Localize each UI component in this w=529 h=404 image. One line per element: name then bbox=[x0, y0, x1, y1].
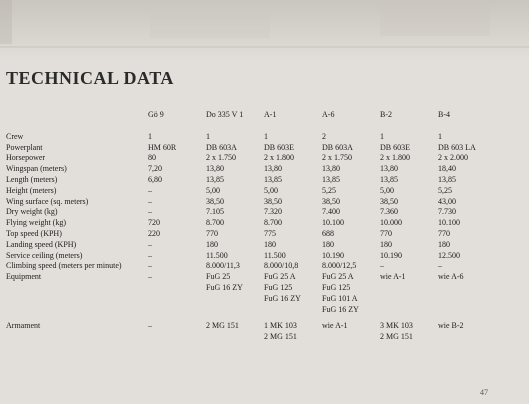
table-cell: 180 bbox=[438, 239, 450, 249]
table-cell: wie B-2 bbox=[438, 321, 464, 331]
table-cell: 38,50 bbox=[380, 196, 398, 206]
table-cell: 13,80 bbox=[264, 164, 282, 174]
column-header: A-1 bbox=[264, 110, 277, 119]
table-cell: 775 bbox=[264, 228, 276, 238]
table-cell: 770 bbox=[206, 228, 218, 238]
table-row bbox=[6, 261, 493, 272]
table-cell: 720 bbox=[148, 218, 160, 228]
table-cell: 2 x 2.000 bbox=[438, 153, 468, 163]
table-cell: FuG 125 bbox=[322, 282, 351, 292]
table-cell: 11.500 bbox=[206, 250, 228, 260]
table-cell: 43,00 bbox=[438, 196, 456, 206]
table-cell: FuG 25 bbox=[206, 272, 231, 282]
table-cell: 5,25 bbox=[438, 185, 452, 195]
table-cell: DB 603 LA bbox=[438, 142, 476, 152]
row-label: Height (meters) bbox=[6, 185, 57, 195]
table-cell: 7.730 bbox=[438, 207, 456, 217]
table-cell: wie A-1 bbox=[322, 321, 348, 331]
table-cell: 5,00 bbox=[206, 185, 220, 195]
table-cell: DB 603A bbox=[206, 142, 237, 152]
table-cell: 12.500 bbox=[438, 250, 460, 260]
table-cell: 770 bbox=[380, 228, 392, 238]
table-cell: 6,80 bbox=[148, 174, 162, 184]
table-cell: FuG 101 A bbox=[322, 293, 358, 303]
table-cell: – bbox=[148, 207, 152, 217]
table-cell: 13,85 bbox=[438, 174, 456, 184]
table-cell: 13,80 bbox=[206, 164, 224, 174]
column-header: Gö 9 bbox=[148, 110, 164, 119]
table-cell: FuG 25 A bbox=[322, 272, 354, 282]
table-cell: wie A-1 bbox=[380, 272, 406, 282]
table-cell: 2 x 1.750 bbox=[206, 153, 236, 163]
table-row bbox=[6, 218, 493, 229]
table-cell: wie A-6 bbox=[438, 272, 464, 282]
table-cell: 8.700 bbox=[206, 218, 224, 228]
table-row bbox=[6, 197, 493, 208]
header-spacer bbox=[6, 110, 148, 121]
table-cell: 7.400 bbox=[322, 207, 340, 217]
armament-row bbox=[6, 321, 493, 332]
table-row bbox=[6, 207, 493, 218]
row-label: Flying weight (kg) bbox=[6, 218, 66, 228]
table-row bbox=[6, 153, 493, 164]
table-cell: 220 bbox=[148, 228, 160, 238]
table-cell: 5,00 bbox=[264, 185, 278, 195]
table-cell: FuG 125 bbox=[264, 282, 293, 292]
table-cell: 7.360 bbox=[380, 207, 398, 217]
table-cell: 5,25 bbox=[322, 185, 336, 195]
page-number: 47 bbox=[480, 388, 488, 397]
table-row bbox=[6, 175, 493, 186]
table-cell: 13,80 bbox=[322, 164, 340, 174]
equipment-row bbox=[6, 305, 493, 316]
table-cell: 2 bbox=[322, 131, 326, 141]
table-cell: 10.000 bbox=[380, 218, 402, 228]
table-cell: – bbox=[148, 321, 152, 331]
table-cell: FuG 25 A bbox=[264, 272, 296, 282]
table-cell: – bbox=[380, 261, 384, 271]
row-label: Dry weight (kg) bbox=[6, 207, 58, 217]
column-header-row bbox=[6, 110, 493, 121]
row-label: Service ceiling (meters) bbox=[6, 250, 83, 260]
table-row bbox=[6, 164, 493, 175]
table-cell: 10.100 bbox=[322, 218, 344, 228]
table-cell: 1 MK 103 bbox=[264, 321, 297, 331]
table-cell: 2 MG 151 bbox=[264, 332, 297, 342]
table-cell: 1 bbox=[148, 131, 152, 141]
table-cell: DB 603E bbox=[380, 142, 410, 152]
row-label: Length (meters) bbox=[6, 174, 58, 184]
table-cell: – bbox=[148, 239, 152, 249]
table-cell: – bbox=[148, 196, 152, 206]
row-label: Top speed (KPH) bbox=[6, 228, 62, 238]
table-cell: 80 bbox=[148, 153, 156, 163]
table-cell: 1 bbox=[380, 131, 384, 141]
table-cell: FuG 16 ZY bbox=[322, 304, 359, 314]
table-cell: – bbox=[438, 261, 442, 271]
table-cell: 2 MG 151 bbox=[206, 321, 239, 331]
table-cell: FuG 16 ZY bbox=[264, 293, 301, 303]
table-cell: 180 bbox=[264, 239, 276, 249]
table-cell: 3 MK 103 bbox=[380, 321, 413, 331]
table-cell: 180 bbox=[206, 239, 218, 249]
table-cell: 2 x 1.750 bbox=[322, 153, 352, 163]
table-cell: 688 bbox=[322, 228, 334, 238]
table-cell: 13,85 bbox=[322, 174, 340, 184]
table-cell: – bbox=[148, 261, 152, 271]
table-cell: 8.000/11,3 bbox=[206, 261, 240, 271]
table-row bbox=[6, 186, 493, 197]
equipment-row bbox=[6, 294, 493, 305]
technical-data-table bbox=[6, 110, 493, 343]
table-cell: 5,00 bbox=[380, 185, 394, 195]
table-row bbox=[6, 251, 493, 262]
table-cell: 38,50 bbox=[322, 196, 340, 206]
table-cell: 7.320 bbox=[264, 207, 282, 217]
table-cell: 10.190 bbox=[322, 250, 344, 260]
table-cell: 13,85 bbox=[206, 174, 224, 184]
row-label: Horsepower bbox=[6, 153, 46, 163]
table-cell: 7.105 bbox=[206, 207, 224, 217]
row-label: Powerplant bbox=[6, 142, 43, 152]
table-cell: HM 60R bbox=[148, 142, 177, 152]
column-header: A-6 bbox=[322, 110, 335, 119]
equipment-row bbox=[6, 283, 493, 294]
column-header: B-2 bbox=[380, 110, 392, 119]
table-cell: 13,85 bbox=[264, 174, 282, 184]
column-header: Do 335 V 1 bbox=[206, 110, 244, 119]
table-cell: – bbox=[148, 250, 152, 260]
table-cell: DB 603A bbox=[322, 142, 353, 152]
table-cell: 1 bbox=[206, 131, 210, 141]
table-cell: 180 bbox=[380, 239, 392, 249]
row-label: Landing speed (KPH) bbox=[6, 239, 77, 249]
table-cell: 38,50 bbox=[264, 196, 282, 206]
table-cell: – bbox=[148, 185, 152, 195]
table-cell: 180 bbox=[322, 239, 334, 249]
page-title: TECHNICAL DATA bbox=[6, 68, 174, 88]
table-row bbox=[6, 229, 493, 240]
facing-page-bleed bbox=[0, 0, 529, 50]
table-cell: 7,20 bbox=[148, 164, 162, 174]
row-label: Equipment bbox=[6, 272, 42, 282]
table-cell: 38,50 bbox=[206, 196, 224, 206]
table-cell: 2 x 1.800 bbox=[264, 153, 294, 163]
equipment-row bbox=[6, 272, 493, 283]
table-cell: FuG 16 ZY bbox=[206, 282, 243, 292]
table-row bbox=[6, 143, 493, 154]
table-cell: 1 bbox=[438, 131, 442, 141]
table-cell: 13,80 bbox=[380, 164, 398, 174]
table-row bbox=[6, 132, 493, 143]
row-label: Climbing speed (meters per minute) bbox=[6, 261, 122, 271]
table-cell: – bbox=[148, 272, 152, 282]
armament-row bbox=[6, 332, 493, 343]
table-cell: 10.100 bbox=[438, 218, 460, 228]
table-cell: 8.700 bbox=[264, 218, 282, 228]
column-header: B-4 bbox=[438, 110, 450, 119]
table-cell: 770 bbox=[438, 228, 450, 238]
table-cell: 13,85 bbox=[380, 174, 398, 184]
table-cell: 2 MG 151 bbox=[380, 332, 413, 342]
table-cell: 8.000/10,8 bbox=[264, 261, 299, 271]
table-cell: 8.000/12,5 bbox=[322, 261, 357, 271]
row-label: Wingspan (meters) bbox=[6, 164, 67, 174]
table-cell: DB 603E bbox=[264, 142, 294, 152]
table-cell: 18,40 bbox=[438, 164, 456, 174]
table-cell: 1 bbox=[264, 131, 268, 141]
table-cell: 11.500 bbox=[264, 250, 286, 260]
row-label: Crew bbox=[6, 131, 24, 141]
table-cell: 10.190 bbox=[380, 250, 402, 260]
row-label: Wing surface (sq. meters) bbox=[6, 196, 89, 206]
row-label: Armament bbox=[6, 321, 41, 331]
table-row bbox=[6, 240, 493, 251]
table-cell: 2 x 1.800 bbox=[380, 153, 410, 163]
